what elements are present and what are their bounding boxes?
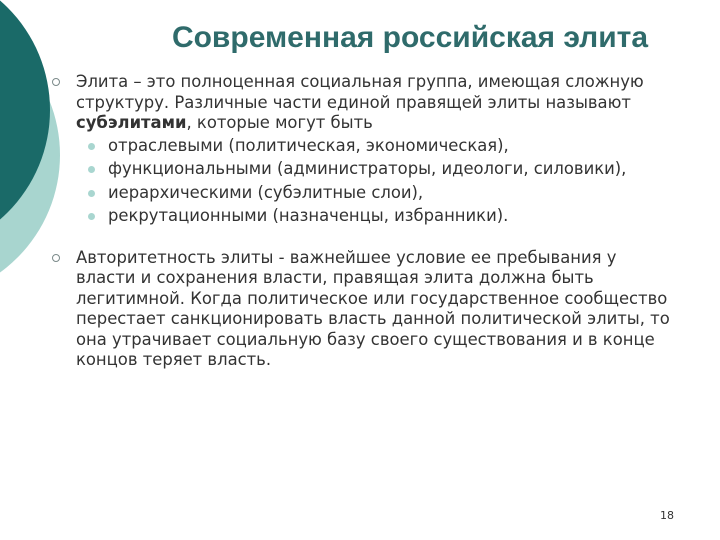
subelite-list	[76, 134, 716, 228]
p2-line: концов теряет власть.	[76, 350, 272, 369]
p1-line-2: структуру. Различные части единой правящей элиты называют	[76, 92, 631, 112]
term-subelites: субэлитами	[76, 113, 187, 132]
list-item	[76, 181, 716, 205]
page-number: 18	[660, 509, 674, 522]
hollow-bullet-icon	[52, 78, 60, 86]
list-item-text: функциональными (администраторы, идеологи, силовики),	[108, 159, 627, 178]
dot-bullet-icon	[88, 143, 95, 150]
paragraph-2	[48, 248, 716, 371]
slide-title: Современная российская элита	[171, 21, 649, 54]
paragraph-1	[48, 72, 716, 228]
dot-bullet-icon	[88, 190, 95, 197]
list-item-text: иерархическими (субэлитные слои),	[108, 182, 424, 202]
hollow-bullet-icon	[52, 254, 60, 262]
p2-line: власти и сохранения власти, правящая элита должна быть	[76, 268, 594, 287]
list-item-text: рекрутационными (назначенцы, избранники).	[108, 206, 509, 225]
p2-line: она утрачивает социальную базу своего существования и в конце	[76, 329, 655, 349]
p1-line-3	[76, 113, 716, 134]
list-item	[76, 204, 716, 228]
p1-line-3-rest: , которые могут быть	[186, 113, 373, 132]
list-item	[76, 134, 716, 158]
dot-bullet-icon	[88, 166, 95, 173]
list-item-text: отраслевыми (политическая, экономическая),	[108, 135, 509, 155]
p2-line: перестает санкционировать власть данной политической элиты, то	[76, 309, 670, 328]
dot-bullet-icon	[88, 213, 95, 220]
slide-content	[48, 72, 716, 371]
list-item	[76, 157, 716, 181]
p1-line-1: Элита – это полноценная социальная группа, имеющая сложную	[76, 72, 644, 91]
p2-line: Авторитетность элиты - важнейшее условие ее пребывания у	[76, 247, 617, 267]
p2-line: легитимной. Когда политическое или государственное сообщество	[76, 288, 668, 308]
